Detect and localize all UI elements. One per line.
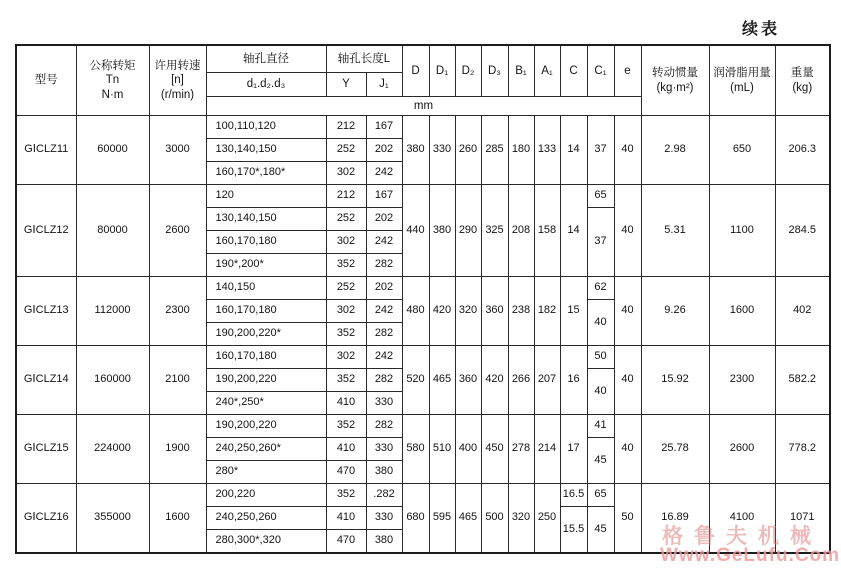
- length-Y-cell: 352: [326, 369, 366, 392]
- header-dim-C1: C₁: [587, 45, 614, 97]
- inertia-cell: 9.26: [641, 277, 709, 346]
- length-Y-cell: 410: [326, 392, 366, 415]
- bore-diameter-cell: 160,170,180: [206, 346, 326, 369]
- length-J1-cell: 282: [366, 369, 402, 392]
- length-Y-cell: 352: [326, 254, 366, 277]
- dim-D1-cell: 465: [429, 346, 455, 415]
- table-row: [16, 185, 830, 208]
- dim-D3-cell: 420: [481, 346, 508, 415]
- dim-e-cell: 40: [614, 277, 641, 346]
- speed-cell: 2600: [149, 185, 206, 277]
- dim-D3-cell: 360: [481, 277, 508, 346]
- bore-diameter-cell: 280,300*,320: [206, 530, 326, 554]
- dim-e-cell: 40: [614, 185, 641, 277]
- dim-C-cell: 16.5: [560, 484, 587, 507]
- length-J1-cell: 282: [366, 415, 402, 438]
- length-J1-cell: 242: [366, 231, 402, 254]
- speed-cell: 1600: [149, 484, 206, 554]
- bore-diameter-cell: 240*,250*: [206, 392, 326, 415]
- header-inertia-line2: (kg·m²): [656, 81, 694, 94]
- header-weight-line1: 重量: [790, 67, 814, 80]
- header-speed-line3: (r/min): [160, 88, 195, 101]
- weight-cell: 206.3: [775, 116, 830, 185]
- length-Y-cell: 212: [326, 185, 366, 208]
- dim-A1-cell: 133: [534, 116, 560, 185]
- grease-cell: 4100: [709, 484, 775, 554]
- dim-A1-cell: 250: [534, 484, 560, 554]
- torque-cell: 60000: [76, 116, 149, 185]
- dim-D1-cell: 510: [429, 415, 455, 484]
- dim-B1-cell: 208: [508, 185, 534, 277]
- dim-D1-cell: 380: [429, 185, 455, 277]
- dim-A1-cell: 207: [534, 346, 560, 415]
- length-Y-cell: 302: [326, 162, 366, 185]
- dim-D2-cell: 465: [455, 484, 481, 554]
- dim-A1-cell: 158: [534, 185, 560, 277]
- header-col-J1: J₁: [366, 73, 402, 97]
- dim-B1-cell: 180: [508, 116, 534, 185]
- dim-A1-cell: 182: [534, 277, 560, 346]
- length-Y-cell: 302: [326, 231, 366, 254]
- dim-C1-cell: 50: [587, 346, 614, 369]
- header-dim-D: D: [402, 45, 429, 97]
- header-weight: [775, 45, 830, 116]
- bore-diameter-cell: 100,110,120: [206, 116, 326, 139]
- length-Y-cell: 410: [326, 438, 366, 461]
- dim-D1-cell: 420: [429, 277, 455, 346]
- torque-cell: 355000: [76, 484, 149, 554]
- speed-cell: 2300: [149, 277, 206, 346]
- dim-D-cell: 580: [402, 415, 429, 484]
- header-grease-line1: 润滑脂用量: [713, 67, 771, 80]
- inertia-cell: 15.92: [641, 346, 709, 415]
- dim-D-cell: 480: [402, 277, 429, 346]
- speed-cell: 2100: [149, 346, 206, 415]
- dim-D1-cell: 330: [429, 116, 455, 185]
- dim-B1-cell: 238: [508, 277, 534, 346]
- speed-cell: 1900: [149, 415, 206, 484]
- bore-diameter-cell: 160,170,180: [206, 300, 326, 323]
- header-dim-C: C: [560, 45, 587, 97]
- weight-cell: 402: [775, 277, 830, 346]
- length-J1-cell: 330: [366, 438, 402, 461]
- length-Y-cell: 252: [326, 208, 366, 231]
- length-Y-cell: 410: [326, 507, 366, 530]
- dim-B1-cell: 320: [508, 484, 534, 554]
- torque-cell: 224000: [76, 415, 149, 484]
- dim-C-cell: 16: [560, 346, 587, 415]
- header-torque-line3: N·m: [101, 88, 124, 101]
- grease-cell: 2600: [709, 415, 775, 484]
- dim-C1-cell: 40: [587, 300, 614, 346]
- bore-diameter-cell: 130,140,150: [206, 139, 326, 162]
- dim-D2-cell: 290: [455, 185, 481, 277]
- model-cell: GⅠCLZ13: [16, 277, 76, 346]
- header-weight-line2: (kg): [792, 81, 813, 94]
- length-Y-cell: 470: [326, 461, 366, 484]
- bore-diameter-cell: 200,220: [206, 484, 326, 507]
- dim-C1-cell: 40: [587, 369, 614, 415]
- dim-D2-cell: 400: [455, 415, 481, 484]
- header-dim-D1: D₁: [429, 45, 455, 97]
- inertia-cell: 2.98: [641, 116, 709, 185]
- grease-cell: 1100: [709, 185, 775, 277]
- table-row: [16, 277, 830, 300]
- length-Y-cell: 252: [326, 277, 366, 300]
- dim-C1-cell: 45: [587, 507, 614, 554]
- length-J1-cell: 330: [366, 507, 402, 530]
- bore-diameter-cell: 190,200,220*: [206, 323, 326, 346]
- header-grease: [709, 45, 775, 116]
- dim-D-cell: 380: [402, 116, 429, 185]
- weight-cell: 778.2: [775, 415, 830, 484]
- length-J1-cell: .282: [366, 484, 402, 507]
- header-inertia-line1: 转动惯量: [652, 67, 698, 80]
- length-J1-cell: 282: [366, 254, 402, 277]
- dim-e-cell: 40: [614, 346, 641, 415]
- length-J1-cell: 202: [366, 208, 402, 231]
- length-J1-cell: 167: [366, 185, 402, 208]
- table-row: [16, 415, 830, 438]
- bore-diameter-cell: 190,200,220: [206, 415, 326, 438]
- weight-cell: 284.5: [775, 185, 830, 277]
- dim-D1-cell: 595: [429, 484, 455, 554]
- bore-diameter-cell: 240,250,260*: [206, 438, 326, 461]
- model-cell: GⅠCLZ15: [16, 415, 76, 484]
- header-dim-A1: A₁: [534, 45, 560, 97]
- bore-diameter-cell: 120: [206, 185, 326, 208]
- torque-cell: 160000: [76, 346, 149, 415]
- grease-cell: 650: [709, 116, 775, 185]
- torque-cell: 112000: [76, 277, 149, 346]
- header-torque-line1: 公称转矩: [89, 60, 136, 73]
- table-row: [16, 484, 830, 507]
- header-bore-diameter-sub: d₁.d₂.d₃: [206, 73, 326, 97]
- header-speed: [149, 45, 206, 116]
- header-bore-length: 轴孔长度L: [326, 45, 402, 73]
- header-dim-D2: D₂: [455, 45, 481, 97]
- bore-diameter-cell: 130,140,150: [206, 208, 326, 231]
- dim-D-cell: 680: [402, 484, 429, 554]
- header-torque-line2: Tn: [105, 74, 120, 87]
- speed-cell: 3000: [149, 116, 206, 185]
- header-col-Y: Y: [326, 73, 366, 97]
- dim-D-cell: 520: [402, 346, 429, 415]
- grease-cell: 2300: [709, 346, 775, 415]
- model-cell: GⅠCLZ14: [16, 346, 76, 415]
- bore-diameter-cell: 240,250,260: [206, 507, 326, 530]
- inertia-cell: 16.89: [641, 484, 709, 554]
- weight-cell: 1071: [775, 484, 830, 554]
- length-Y-cell: 352: [326, 323, 366, 346]
- dim-D2-cell: 260: [455, 116, 481, 185]
- header-speed-line1: 许用转速: [154, 60, 201, 73]
- bore-diameter-cell: 190*,200*: [206, 254, 326, 277]
- bore-diameter-cell: 140,150: [206, 277, 326, 300]
- length-Y-cell: 252: [326, 139, 366, 162]
- dim-C1-cell: 65: [587, 185, 614, 208]
- dim-D3-cell: 450: [481, 415, 508, 484]
- header-dim-D3: D₃: [481, 45, 508, 97]
- dim-e-cell: 40: [614, 415, 641, 484]
- header-grease-line2: (mL): [730, 81, 754, 94]
- dim-D2-cell: 360: [455, 346, 481, 415]
- header-unit-mm: mm: [206, 97, 641, 116]
- dim-C1-cell: 41: [587, 415, 614, 438]
- dim-B1-cell: 278: [508, 415, 534, 484]
- dim-e-cell: 40: [614, 116, 641, 185]
- header-torque: [76, 45, 149, 116]
- inertia-cell: 5.31: [641, 185, 709, 277]
- bore-diameter-cell: 160,170*,180*: [206, 162, 326, 185]
- bore-diameter-cell: 190,200,220: [206, 369, 326, 392]
- header-model: 型号: [16, 45, 76, 116]
- length-J1-cell: 330: [366, 392, 402, 415]
- dim-D-cell: 440: [402, 185, 429, 277]
- dim-C1-cell: 45: [587, 438, 614, 484]
- length-Y-cell: 302: [326, 300, 366, 323]
- model-cell: GⅠCLZ12: [16, 185, 76, 277]
- length-J1-cell: 282: [366, 323, 402, 346]
- dim-C1-cell: 37: [587, 116, 614, 185]
- dim-C1-cell: 37: [587, 208, 614, 277]
- length-Y-cell: 352: [326, 415, 366, 438]
- table-row: [16, 116, 830, 139]
- dim-D2-cell: 320: [455, 277, 481, 346]
- length-J1-cell: 242: [366, 300, 402, 323]
- length-J1-cell: 202: [366, 277, 402, 300]
- watermark-brand-text: 格鲁夫机械: [662, 525, 822, 548]
- grease-cell: 1600: [709, 277, 775, 346]
- dim-e-cell: 50: [614, 484, 641, 554]
- header-inertia: [641, 45, 709, 116]
- dim-D3-cell: 325: [481, 185, 508, 277]
- model-cell: GⅠCLZ16: [16, 484, 76, 554]
- dim-C-cell: 14: [560, 116, 587, 185]
- dim-B1-cell: 266: [508, 346, 534, 415]
- torque-cell: 80000: [76, 185, 149, 277]
- header-speed-line2: [n]: [171, 74, 184, 87]
- length-Y-cell: 212: [326, 116, 366, 139]
- dim-C-cell: 15.5: [560, 507, 587, 554]
- dim-C1-cell: 65: [587, 484, 614, 507]
- length-J1-cell: 167: [366, 116, 402, 139]
- dim-D3-cell: 285: [481, 116, 508, 185]
- length-J1-cell: 380: [366, 461, 402, 484]
- model-cell: GⅠCLZ11: [16, 116, 76, 185]
- dim-C-cell: 14: [560, 185, 587, 277]
- dim-A1-cell: 214: [534, 415, 560, 484]
- dim-C-cell: 15: [560, 277, 587, 346]
- length-J1-cell: 242: [366, 162, 402, 185]
- header-dim-e: e: [614, 45, 641, 97]
- length-Y-cell: 470: [326, 530, 366, 554]
- table-row: [16, 346, 830, 369]
- dim-C-cell: 17: [560, 415, 587, 484]
- length-Y-cell: 302: [326, 346, 366, 369]
- watermark-url-text: Www.GeLufu.Com: [660, 545, 841, 566]
- length-J1-cell: 242: [366, 346, 402, 369]
- length-J1-cell: 202: [366, 139, 402, 162]
- weight-cell: 582.2: [775, 346, 830, 415]
- header-bore-diameter: 轴孔直径: [206, 45, 326, 73]
- dim-D3-cell: 500: [481, 484, 508, 554]
- page-title: 续表: [742, 21, 781, 38]
- spec-table: [15, 44, 831, 554]
- length-Y-cell: 352: [326, 484, 366, 507]
- header-dim-B1: B₁: [508, 45, 534, 97]
- inertia-cell: 25.78: [641, 415, 709, 484]
- dim-C1-cell: 62: [587, 277, 614, 300]
- length-J1-cell: 380: [366, 530, 402, 554]
- bore-diameter-cell: 280*: [206, 461, 326, 484]
- bore-diameter-cell: 160,170,180: [206, 231, 326, 254]
